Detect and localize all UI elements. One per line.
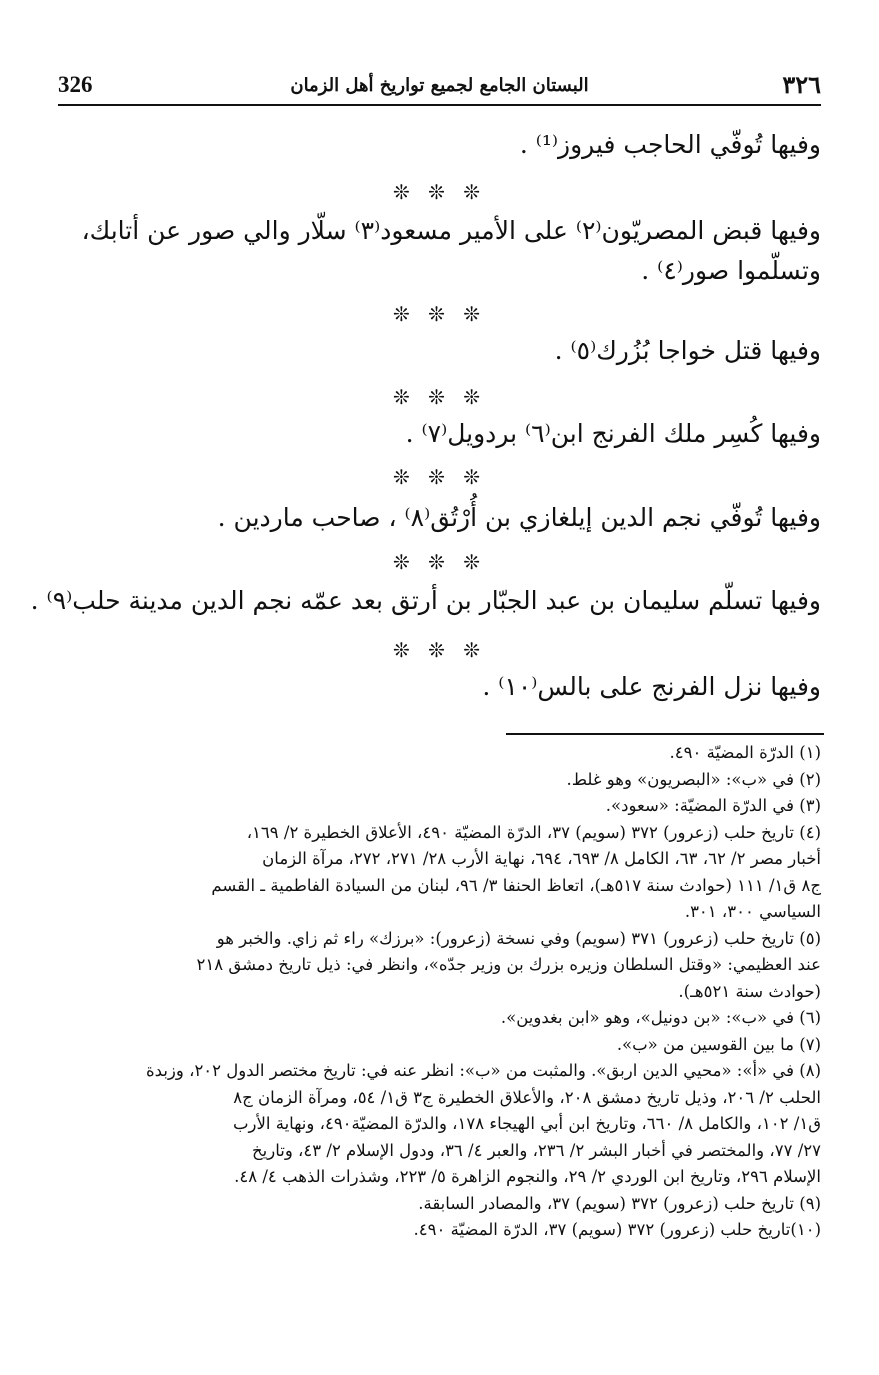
page-number-arabic: ٣٢٦ (782, 70, 821, 99)
footnote-3 (58, 793, 821, 820)
footnote-6 (58, 1005, 821, 1032)
footnote-10 (58, 1217, 821, 1244)
page-number-latin: 326 (58, 72, 93, 97)
footnote-line: (١) الدرّة المضيّة ٤٩٠. (669, 743, 821, 762)
page-header (58, 70, 821, 104)
separator-stars: ❊ ❊ ❊ (393, 465, 486, 489)
paragraph: وفيها تسلّم سليمان بن عبد الجبّار بن أرتق بعد عمّه نجم الدين مدينة حلب⁽٩⁾ . (30, 586, 821, 615)
footnote-1 (58, 740, 821, 767)
footnote-line: الحلب ٢/ ٢٠٦، وذيل تاريخ دمشق ٢٠٨، والأعلاق الخطيرة ج٣ ق١/ ٥٤، ومرآة الزمان ج٨ (233, 1087, 821, 1107)
footnote-line: عند العظيمي: «وقتل السلطان وزيره بزرك بن وزير جدّه»، وانظر في: ذيل تاريخ دمشق ٢١٨ (196, 955, 821, 974)
header-rule (58, 104, 821, 106)
running-title: البستان الجامع لجميع تواريخ أهل الزمان (290, 75, 589, 96)
separator-stars: ❊ ❊ ❊ (393, 550, 486, 574)
footnote-line: (٤) تاريخ حلب (زعرور) ٣٧٢ (سويم) ٣٧، الدرّة المضيّة ٤٩٠، الأعلاق الخطيرة ٢/ ١٦٩، (246, 822, 821, 842)
footnote-line: (٦) في «ب»: «بن دونيل»، وهو «ابن بغدوين». (500, 1008, 821, 1027)
paragraph: وفيها تُوفّي نجم الدين إيلغازي بن أُرْتُق⁽٨⁾ ، صاحب ماردين . (217, 503, 821, 532)
footnote-9 (58, 1191, 821, 1218)
footnote-rule (506, 733, 824, 735)
footnote-4 (58, 820, 821, 926)
paragraph: وفيها نزل الفرنج على بالس⁽١٠⁾ . (482, 672, 821, 701)
footnote-8 (58, 1058, 821, 1191)
paragraph: وفيها تُوفّي الحاجب فيروز⁽¹⁾ . (519, 130, 821, 159)
footnote-line: ٢٧/ ٧٧، والمختصر في أخبار البشر ٢/ ٢٣٦، والعبر ٤/ ٣٦، ودول الإسلام ٢/ ٤٣، وتاريخ (252, 1140, 821, 1160)
footnote-7 (58, 1032, 821, 1059)
footnote-line: (٩) تاريخ حلب (زعرور) ٣٧٢ (سويم) ٣٧، والمصادر السابقة. (418, 1193, 821, 1213)
paragraph: وفيها كُسِر ملك الفرنج ابن⁽٦⁾ بردويل⁽٧⁾ . (405, 419, 821, 448)
footnotes (58, 740, 821, 1244)
footnote-line: أخبار مصر ٢/ ٦٢، ٦٣، الكامل ٨/ ٦٩٣، ٦٩٤، نهاية الأرب ٢٨/ ٢٧١، ٢٧٢، مرآة الزمان (262, 849, 821, 868)
footnote-line: (٧) ما بين القوسين من «ب». (616, 1034, 821, 1054)
footnote-line: (٣) في الدرّة المضيّة: «سعود». (605, 796, 821, 815)
footnote-line: (١٠)تاريخ حلب (زعرور) ٣٧٢ (سويم) ٣٧، الدرّة المضيّة ٤٩٠. (413, 1220, 821, 1239)
separator-stars: ❊ ❊ ❊ (393, 638, 486, 662)
footnote-line: (حوادث سنة ٥٢١هـ). (678, 981, 821, 1001)
paragraph: وفيها قبض المصريّون⁽٢⁾ على الأمير مسعود⁽٣⁾ سلّار والي صور عن أتابك، (81, 216, 821, 245)
separator-stars: ❊ ❊ ❊ (393, 180, 486, 204)
footnote-line: ج٨ ق١/ ١١١ (حوادث سنة ٥١٧هـ)، اتعاظ الحنفا ٣/ ٩٦، لبنان من السيادة الفاطمية ـ القسم (211, 875, 821, 895)
paragraph-continuation: وتسلّموا صور⁽٤⁾ . (641, 256, 821, 285)
separator-stars: ❊ ❊ ❊ (393, 385, 486, 409)
paragraph: وفيها قتل خواجا بُزُرك⁽٥⁾ . (554, 336, 821, 365)
footnote-line: (٢) في «ب»: «البصريون» وهو غلط. (566, 769, 821, 789)
footnote-line: السياسي ٣٠٠، ٣٠١. (684, 902, 821, 921)
footnote-5 (58, 926, 821, 1006)
footnote-line: (٨) في «أ»: «محيي الدين اربق». والمثبت من «ب»: انظر عنه في: تاريخ مختصر الدول ٢٠٢، وزبدة (146, 1061, 821, 1080)
footnote-line: ق١/ ١٠٢، والكامل ٨/ ٦٦٠، وتاريخ ابن أبي الهيجاء ١٧٨، والدرّة المضيّة٤٩٠، ونهاية الأرب (233, 1114, 821, 1133)
separator-stars: ❊ ❊ ❊ (393, 302, 486, 326)
footnote-line: الإسلام ٢٩٦، وتاريخ ابن الوردي ٢/ ٢٩، والنجوم الزاهرة ٥/ ٢٢٣، وشذرات الذهب ٤/ ٤٨. (234, 1167, 821, 1186)
footnote-line: (٥) تاريخ حلب (زعرور) ٣٧١ (سويم) وفي نسخة (زعرور): «برزك» راء ثم زاي. والخبر هو (216, 928, 821, 948)
footnote-2 (58, 767, 821, 794)
